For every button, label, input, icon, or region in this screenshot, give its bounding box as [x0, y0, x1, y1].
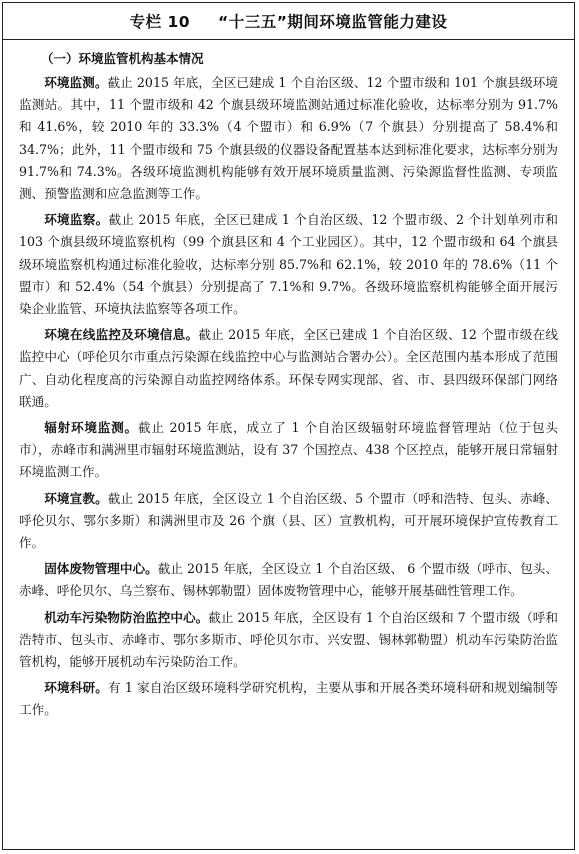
paragraph-vehicle-pollution: [19, 607, 558, 674]
paragraph-text: 截止 2015 年底，全区设有 1 个自治区级和 7 个盟市级（呼和浩特市、包头市、赤峰市、鄂尔多斯市、呼伦贝尔市、兴安盟、锡林郭勒盟）机动车污染防治监管机构，能够开展机动车污染防治工作。: [19, 609, 558, 670]
paragraph-text: 有 1 家自治区级环境科学研究机构，主要从事和开展各类环境科研和规划编制等工作。: [19, 680, 558, 718]
paragraph-environmental-research: [19, 677, 558, 721]
paragraph-lead: 环境宣教。: [44, 490, 108, 506]
paragraph-lead: 环境监测。: [44, 75, 108, 90]
sidebar-box: [2, 2, 575, 850]
section-heading: （一）环境监管机构基本情况: [41, 51, 204, 66]
paragraph-lead: 环境在线监控及环境信息。: [44, 327, 199, 343]
paragraph-text: 截止 2015 年底，全区已建成 1 个自治区级、12 个盟市级在线监控中心（呼伦贝尔市重点污染源在线监控中心与监测站合署办公）。全区范围内基本形成了范围广、自动化程度高的污染源自动监控网络体系。环保专网实现部、省、市、县四级环保部门网络联通。: [19, 327, 559, 409]
paragraph-radiation-monitoring: [19, 417, 558, 484]
paragraph-text: 截止 2015 年底，成立了 1 个自治区级辐射环境监督管理站（位于包头市），赤峰市和满洲里市辐射环境监测站，设有 37 个国控点、438 个区控点，能够开展日常辐射环境监测工作。: [19, 420, 559, 480]
paragraph-text: 截止 2015 年底，全区已建成 1 个自治区级、12 个盟市级、2 个计划单列市和 103 个旗县级环境监察机构（99 个旗县区和 4 个工业园区）。其中，12 个盟市级和 64 个旗县级环境监察机构通过标准化验收，达标率分别 85.7%和 62.1%，较 2010 年的 78.6%（11 个盟市）和 52.4%（54 个旗县）分别提高了 7.1%和 9.7%。各级环境监察机构能够全面开展污染企业监管、环境执法监察等各项工作。: [19, 212, 558, 317]
paragraph-environmental-education: [19, 488, 558, 555]
paragraph-lead: 机动车污染物防治监控中心。: [44, 609, 209, 625]
paragraph-text: 截止 2015 年底，全区已建成 1 个自治区级、12 个盟市级和 101 个旗县级环境监测站。其中，11 个盟市级和 42 个旗县级环境监测站通过标准化验收，达标率分别为 91.7%和 41.6%，较 2010 年的 33.3%（4 个盟市）和 6.9%（7 个旗县）分别提高了 58.4%和 34.7%；此外，11 个盟市级和 75 个旗县级的仪器设备配置基本达到标准化要求，达标率分别为 91.7%和 74.3%。各级环境监测机构能够有效开展环境质量监测、污染源监督性监测、专项监测、预警监测和应急监测等工作。: [19, 75, 559, 202]
paragraph-lead: 固体废物管理中心。: [44, 561, 158, 577]
paragraph-text: 截止 2015 年底，全区设立 1 个自治区级、5 个盟市（呼和浩特、包头、赤峰、呼伦贝尔、鄂尔多斯）和满洲里市及 26 个旗（县、区）宣教机构，可开展环境保护宣传教育工作。: [19, 490, 559, 551]
paragraph-solid-waste: [19, 558, 558, 602]
box-title-bar: [3, 3, 574, 40]
paragraph-lead: 环境监察。: [44, 212, 109, 228]
paragraph-environmental-monitoring: [19, 72, 558, 205]
paragraph-online-monitoring: [19, 324, 558, 413]
paragraph-text: 截止 2015 年底，全区设立 1 个自治区级、 6 个盟市级（呼市、包头、赤峰、呼伦贝尔、乌兰察布、锡林郭勒盟）固体废物管理中心，能够开展基础性管理工作。: [19, 561, 558, 599]
box-number: 专栏 10: [129, 13, 191, 31]
paragraph-lead: 辐射环境监测。: [44, 420, 138, 436]
box-title: “十三五”期间环境监管能力建设: [218, 13, 448, 31]
paragraph-environmental-inspection: [19, 209, 558, 320]
box-content: [3, 40, 574, 722]
paragraph-lead: 环境科研。: [44, 680, 108, 696]
